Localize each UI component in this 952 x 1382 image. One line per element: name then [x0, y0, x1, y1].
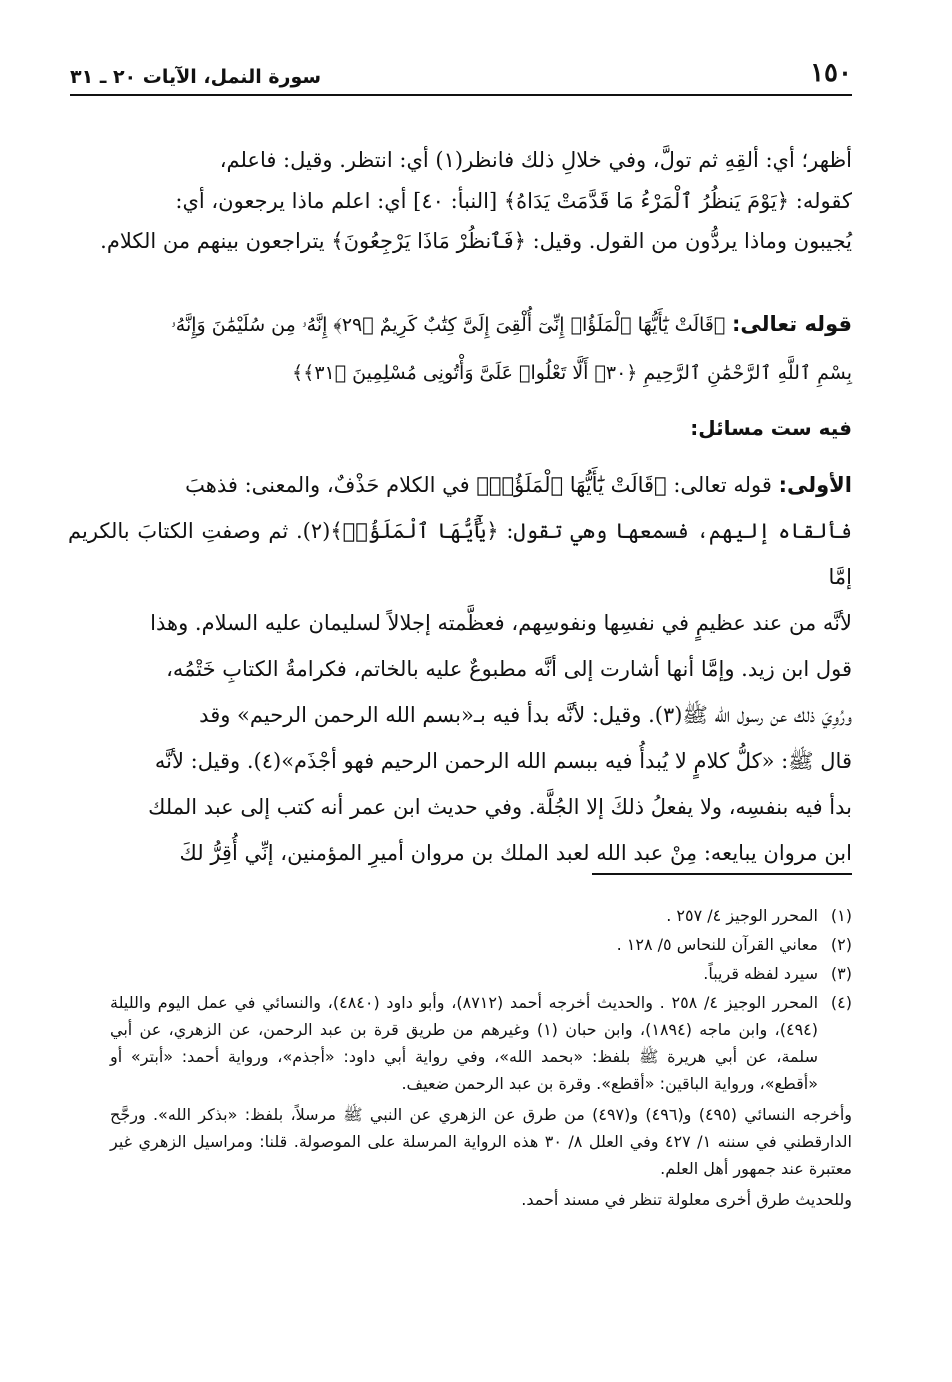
- verse-text: ﴿قَالَتْ يَٰٓأَيُّهَا ٱلْمَلَؤُا۟ إِنِّىٓ أُلْقِىَ إِلَىَّ كِتَٰبٌ كَرِيمٌ ﴿٢٩﴾ إِنَّهُۥ مِن سُلَيْمَٰنَ وَإِنَّهُۥ: [171, 314, 726, 336]
- footnote: [110, 931, 852, 958]
- first-issue-paragraph: [68, 462, 852, 876]
- text-line: كقوله: ﴿يَوْمَ يَنظُرُ ٱلْمَرْءُ مَا قَدَّمَتْ يَدَاهُ﴾ [النبأ: ٤٠] أي: اعلم ماذا يرجعون، أي:: [175, 188, 852, 213]
- text-line: يُجيبون وماذا يردُّون من القول. وقيل: ﴿فَٱنظُرْ مَاذَا يَرْجِعُونَ﴾ يتراجعون بينهم من الكلام.: [100, 229, 852, 253]
- footnote: [110, 960, 852, 987]
- text-line: بدأ فيه بنفسِه، ولا يفعلُ ذلكَ إلا الجُلَّة. وفي حديث ابن عمر أنه كتب إلى عبد الملك: [148, 795, 852, 819]
- footnote: [110, 989, 852, 1097]
- footnote-text: المحرر الوجيز ٤/ ٢٥٧ .: [666, 906, 818, 925]
- text-line: ورُوِيَ ذلك عن رسول الله ﷺ(٣). وقيل: لأنَّه بدأ فيه بـ«بسم الله الرحمن الرحيم» وقد: [199, 703, 852, 727]
- text-line: أظهر؛ أي: ألقِهِ ثم تولَّ، وفي خلالِ ذلك فانظر(١) أي: انتظر. وقيل: فاعلم،: [219, 148, 852, 172]
- footnote-separator: [592, 873, 852, 875]
- surah-title: سورة النمل، الآيات ٢٠ ـ ٣١: [70, 66, 322, 88]
- section-title: فيه ست مسائل:: [690, 416, 852, 440]
- footnote-text: المحرر الوجيز ٤/ ٢٥٨ . والحديث أخرجه أحمد (٨٧١٢)، وأبو داود (٤٨٤٠)، والنسائي في عمل اليوم والليلة (٤٩٤)، وابن ماجه (١٨٩٤)، وابن حبان (١) وغيرهم من طريق قرة بن عبد الرحمن، عن الزهري، عن أبي سلمة، عن أبي هريرة ﷺ بلفظ: «بحمد الله»، وفي رواية أبي داود: «أجذم»، ورواية أحمد: «أبتر» أو «أقطع»، ورواية الباقين: «أقطع». وقرة بن عبد الرحمن ضعيف.: [110, 993, 819, 1093]
- verse-line-1: [68, 300, 852, 349]
- verse-line-2: بِسْمِ ٱللَّهِ ٱلرَّحْمَٰنِ ٱلرَّحِيمِ ﴿٣٠﴾ أَلَّا تَعْلُوا۟ عَلَىَّ وَأْتُونِى مُسْلِمِينَ ﴿٣١﴾﴾: [292, 362, 852, 384]
- footnotes: [110, 902, 852, 1213]
- running-header: [70, 60, 852, 96]
- footnote-continuation: وللحديث طرق أخرى معلولة تنظر في مسند أحمد.: [521, 1190, 852, 1209]
- text-line: قال ﷺ: «كلُّ كلامٍ لا يُبدأُ فيه ببسم الله الرحمن الرحيم فهو أجْذَم»(٤). وقيل: لأنَّه: [154, 749, 852, 773]
- intro-paragraph: [68, 140, 852, 262]
- footnote-number: (٢): [830, 935, 852, 954]
- footnote-number: (١): [830, 906, 852, 925]
- footnote: [110, 902, 852, 929]
- text-span: قوله تعالى: ﴿قَالَتْ يَٰٓأَيُّهَا ٱلْمَلَؤُا۟﴾ في الكلام حَذْفٌ، والمعنى: فذهبَ: [185, 473, 772, 497]
- footnote-continuation: وأخرجه النسائي (٤٩٥) و(٤٩٦) و(٤٩٧) من طرق عن الزهري عن النبي ﷺ مرسلاً، بلفظ: «بذكر الله». ورجَّح الدارقطني في سننه ١/ ٤٢٧ وفي العلل ٨/ ٣٠ هذه الرواية المرسلة على الموصولة. قلنا: ومراسيل الزهري غير معتبرة عند جمهور أهل العلم.: [110, 1105, 853, 1178]
- footnote-text: سيرد لفظه قريباً.: [703, 964, 818, 983]
- footnote-number: (٣): [830, 964, 852, 983]
- issue-lead: الأولى:: [778, 473, 852, 497]
- footnote-number: (٤): [830, 993, 852, 1012]
- text-line: فألقاه إليهم، فسمعها وهي تقول: ﴿يَٰٓأَيُّهَا ٱلْمَلَؤُا۟﴾(٢). ثم وصفتِ الكتابَ بالكريم إمَّا: [68, 519, 852, 589]
- verse-lead: قوله تعالى:: [731, 312, 852, 336]
- text-line: قول ابن زيد. وإمَّا أنها أشارت إلى أنَّه مطبوعٌ عليه بالخاتم، فكرامةُ الكتابِ خَتْمُه،: [166, 657, 852, 681]
- quran-verse-block: [68, 300, 852, 397]
- footnote-text: معاني القرآن للنحاس ٥/ ١٢٨ .: [616, 935, 818, 954]
- text-line: لأنَّه من عند عظيمٍ في نفسِها ونفوسِهم، فعظَّمته إجلالاً لسليمان عليه السلام. وهذا: [150, 611, 852, 635]
- text-line: [68, 462, 852, 508]
- page-number: ١٥٠: [810, 58, 852, 88]
- text-line: ابن مروان يبايعه: مِنْ عبد الله لعبد الملك بن مروان أميرِ المؤمنين، إنِّي أُقِرُّ لكَ: [179, 841, 852, 865]
